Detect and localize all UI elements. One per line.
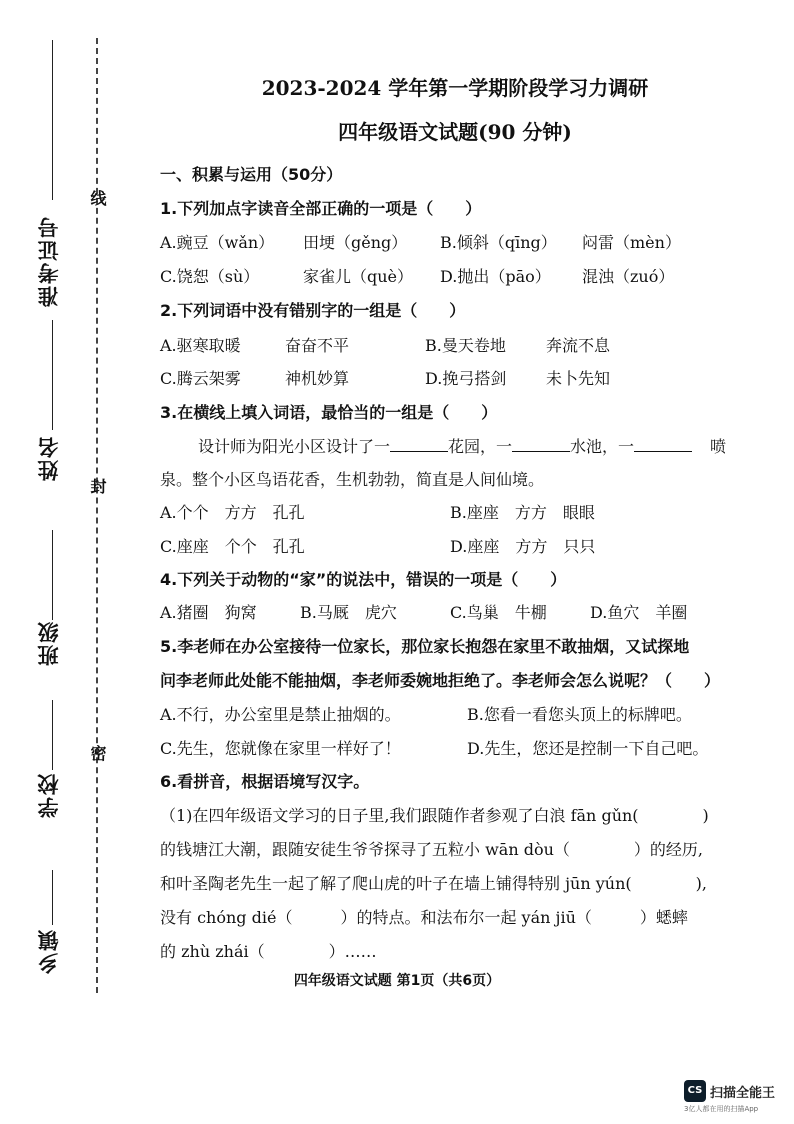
q4-option-a: A.猪圈 狗窝 [160,603,257,622]
q2-option-a-1: A.驱寒取暖 [160,336,241,355]
q1-option-d-1: D.抛出（pāo） [440,267,551,286]
question-5-stem-line-2: 问李老师此处能不能抽烟，李老师委婉地拒绝了。李老师会怎么说呢？（ ） [160,671,721,690]
q4-option-c: C.鸟巢 牛棚 [450,603,547,622]
q5-option-a: A.不行，办公室里是禁止抽烟的。 [160,705,401,724]
page-footer: 四年级语文试题 第1页（共6页） [293,973,501,989]
exam-id-line [52,40,53,200]
q2-option-c-1: C.腾云架雾 [160,369,241,388]
name-line [52,320,53,430]
question-3-stem: 3.在横线上填入词语，最恰当的一组是（ ） [160,403,498,422]
q5-option-b: B.您看一看您头顶上的标牌吧。 [467,705,692,724]
q6-line-4: 没有 chóng dié（ ）的特点。和法布尔一起 yán jiū（ ）蟋蟀 [160,908,688,927]
town-line [52,870,53,925]
q5-option-d: D.先生，您还是控制一下自己吧。 [467,739,709,758]
q1-option-c-2: 家雀儿（què） [303,267,414,286]
q2-option-c-2: 神机妙算 [285,369,350,388]
q3-passage-line-2: 泉。整个小区鸟语花香，生机勃勃，简直是人间仙境。 [160,470,545,489]
q3-blank-1[interactable] [390,437,448,452]
q4-option-b: B.马厩 虎穴 [300,603,397,622]
town-label: 乡镇 [37,928,61,974]
exam-id-label: 准考证号 [37,215,61,307]
class-label: 班级 [37,620,61,666]
section-heading: 一、积累与运用（50分） [160,165,343,184]
q1-option-d-2: 混浊（zuó） [582,267,675,286]
q1-option-c-1: C.饶恕（sù） [160,267,260,286]
q6-line-3: 和叶圣陶老先生一起了解了爬山虎的叶子在墙上铺得特别 jūn yún( ), [160,874,707,893]
school-label: 学校 [37,772,61,818]
seal-mi: 密 [88,745,107,761]
q2-option-a-2: 奋奋不平 [285,336,350,355]
q3-text-b: 花园，一 [448,437,513,456]
q1-option-b-1: B.倾斜（qīng） [440,233,557,252]
question-4-stem: 4.下列关于动物的“家”的说法中，错误的一项是（ ） [160,570,567,589]
watermark-brand: 扫描全能王 [710,1086,776,1101]
question-6-stem: 6.看拼音，根据语境写汉字。 [160,772,370,791]
q2-option-b-2: 奔流不息 [546,336,611,355]
q3-option-d: D.座座 方方 只只 [450,537,596,556]
q2-option-d-2: 未卜先知 [546,369,611,388]
q2-option-d-1: D.挽弓搭剑 [425,369,507,388]
q3-passage-line-1 [198,434,726,457]
question-5-stem-line-1: 5.李老师在办公室接待一位家长，那位家长抱怨在家里不敢抽烟，又试探地 [160,637,690,656]
binding-dash-line [96,38,98,993]
q6-line-5: 的 zhù zhái（ ）…… [160,942,377,961]
q3-text-c: 水池，一 [570,437,635,456]
q3-text-d: 喷 [710,437,727,456]
q3-text-a: 设计师为阳光小区设计了一 [198,437,391,456]
watermark-subtitle: 3亿人都在用的扫描App [684,1105,759,1113]
exam-subtitle: 四年级语文试题(90 分钟) [338,120,572,144]
exam-title: 2023-2024 学年第一学期阶段学习力调研 [261,76,649,100]
q5-option-c: C.先生，您就像在家里一样好了！ [160,739,401,758]
question-1-stem: 1.下列加点字读音全部正确的一项是（ ） [160,199,482,218]
seal-xian: 线 [88,190,107,206]
q3-option-b: B.座座 方方 眼眼 [450,503,595,522]
seal-feng: 封 [88,478,107,494]
q1-option-b-2: 闷雷（mèn） [582,233,681,252]
q6-line-2: 的钱塘江大潮，跟随安徒生爷爷探寻了五粒小 wān dòu（ ）的经历, [160,840,703,859]
question-2-stem: 2.下列词语中没有错别字的一组是（ ） [160,301,466,320]
q2-option-b-1: B.曼天卷地 [425,336,506,355]
q6-line-1: （1)在四年级语文学习的日子里,我们跟随作者参观了白浪 fān gǔn( ) [160,806,709,825]
q3-blank-2[interactable] [512,437,570,452]
q1-option-a-1: A.豌豆（wǎn） [160,233,275,252]
q3-blank-3[interactable] [634,437,692,452]
camscanner-logo-icon: CS [684,1080,706,1102]
class-line [52,530,53,620]
q3-option-c: C.座座 个个 孔孔 [160,537,305,556]
q4-option-d: D.鱼穴 羊圈 [590,603,688,622]
name-label: 姓名 [37,435,61,481]
q3-option-a: A.个个 方方 孔孔 [160,503,305,522]
school-line [52,700,53,770]
q1-option-a-2: 田埂（gěng） [303,233,408,252]
